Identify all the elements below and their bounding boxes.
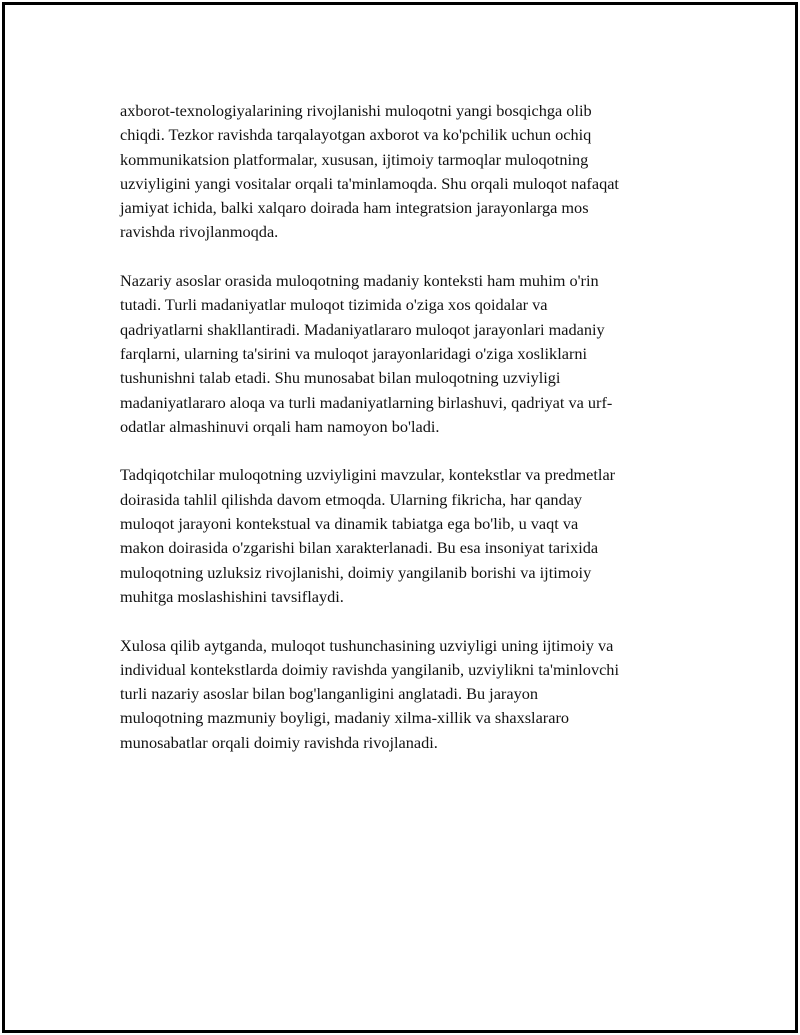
paragraph-1 [120,99,690,245]
document-page [2,2,798,1033]
text-line: chiqdi. Tezkor ravishda tarqalayotgan axborot va ko'pchilik uchun ochiq [120,125,592,145]
text-line: muloqotning uzluksiz rivojlanishi, doimiy yangilanib borishi va ijtimoiy [120,562,592,582]
text-line: Tadqiqotchilar muloqotning uzviyligini mavzular, kontekstlar va predmetlar [120,465,616,485]
text-line: odatlar almashinuvi orqali ham namoyon bo'ladi. [120,416,440,436]
text-line: individual kontekstlarda doimiy ravishda yangilanib, uzviylikni ta'minlovchi [120,659,619,679]
text-line: madaniyatlararo aloqa va turli madaniyatlarning birlashuvi, qadriyat va urf- [120,392,613,412]
text-line: doirasida tahlil qilishda davom etmoqda. Ularning fikricha, har qanday [120,489,583,509]
text-line: tushunishni talab etadi. Shu munosabat bilan muloqotning uzviyligi [120,368,561,388]
text-line: farqlarni, ularning ta'sirini va muloqot jarayonlaridagi o'ziga xosliklarni [120,343,588,363]
paragraph-2 [120,269,690,439]
text-line: muhitga moslashishini tavsiflaydi. [120,586,344,606]
text-line: kommunikatsion platformalar, xususan, ijtimoiy tarmoqlar muloqotning [120,149,589,169]
document-body [120,99,690,779]
text-line: uzviyligini yangi vositalar orqali ta'minlamoqda. Shu orqali muloqot nafaqat [120,173,619,193]
text-line: muloqot jarayoni kontekstual va dinamik tabiatga ega bo'lib, u vaqt va [120,514,579,534]
text-line: jamiyat ichida, balki xalqaro doirada ham integratsion jarayonlarga mos [120,198,589,218]
text-line: muloqotning mazmuniy boyligi, madaniy xilma-xillik va shaxslararo [120,708,570,728]
text-line: turli nazariy asoslar bilan bog'langanligini anglatadi. Bu jarayon [120,684,538,704]
text-line: makon doirasida o'zgarishi bilan xarakterlanadi. Bu esa insoniyat tarixida [120,538,599,558]
text-line: qadriyatlarni shakllantiradi. Madaniyatlararo muloqot jarayonlari madaniy [120,319,605,339]
text-line: axborot-texnologiyalarining rivojlanishi muloqotni yangi bosqichga olib [120,101,592,120]
text-line: munosabatlar orqali doimiy ravishda rivojlanadi. [120,732,438,752]
text-line: Nazariy asoslar orasida muloqotning madaniy konteksti ham muhim o'rin [120,271,599,291]
text-line: tutadi. Turli madaniyatlar muloqot tizimida o'ziga xos qoidalar va [120,295,548,315]
text-line: Xulosa qilib aytganda, muloqot tushunchasining uzviyligi uning ijtimoiy va [120,635,614,655]
text-line: ravishda rivojlanmoqda. [120,222,279,242]
paragraph-3 [120,463,690,609]
paragraph-4 [120,634,690,755]
